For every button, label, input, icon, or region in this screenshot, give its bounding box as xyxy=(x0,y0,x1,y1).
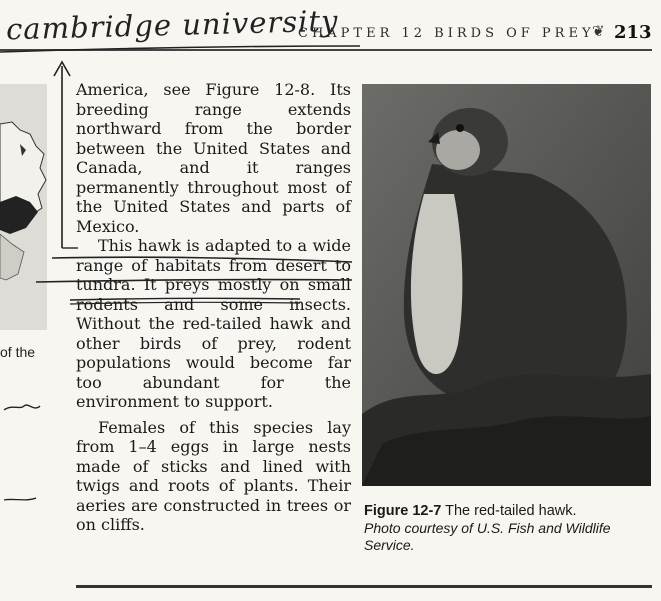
figure-caption xyxy=(364,503,654,554)
ornament-icon: ❦ xyxy=(592,22,605,40)
header-rule xyxy=(0,49,652,51)
hawk-photo xyxy=(362,84,651,486)
page-number: 213 xyxy=(614,22,652,43)
handwritten-note: cambridge university xyxy=(2,4,343,47)
body-text-column xyxy=(76,80,351,535)
figure-label: Figure 12-7 xyxy=(364,503,442,519)
figure-caption-text: The red-tailed hawk. xyxy=(445,503,577,519)
running-head: CHAPTER 12 BIRDS OF PREY xyxy=(298,26,595,41)
hawk-image-icon xyxy=(362,84,651,486)
left-caption-fragment: of the xyxy=(0,344,36,360)
bottom-rule xyxy=(76,585,652,588)
left-map-fragment xyxy=(0,84,47,330)
map-fragment-icon xyxy=(0,84,47,330)
paragraph-1: America, see Figure 12-8. Its breeding range extends northward from the border between the United States and Canada, and it ranges permanently throughout most of the United States and parts of Mexico. xyxy=(76,80,351,236)
figure-credit: Photo courtesy of U.S. Fish and Wildlife Service. xyxy=(364,520,611,553)
paragraph-3: Females of this species lay from 1–4 eggs in large nests made of sticks and lined with twigs and roots of plants. Their aeries are constructed in trees or on cliffs. xyxy=(76,417,351,534)
paragraph-2: This hawk is adapted to a wide range of habitats from desert to tundra. It preys mostly on small rodents and some insects. Without the red-tailed hawk and other birds of prey, rodent populations would become far too abundant for the environment to support. xyxy=(76,236,351,411)
